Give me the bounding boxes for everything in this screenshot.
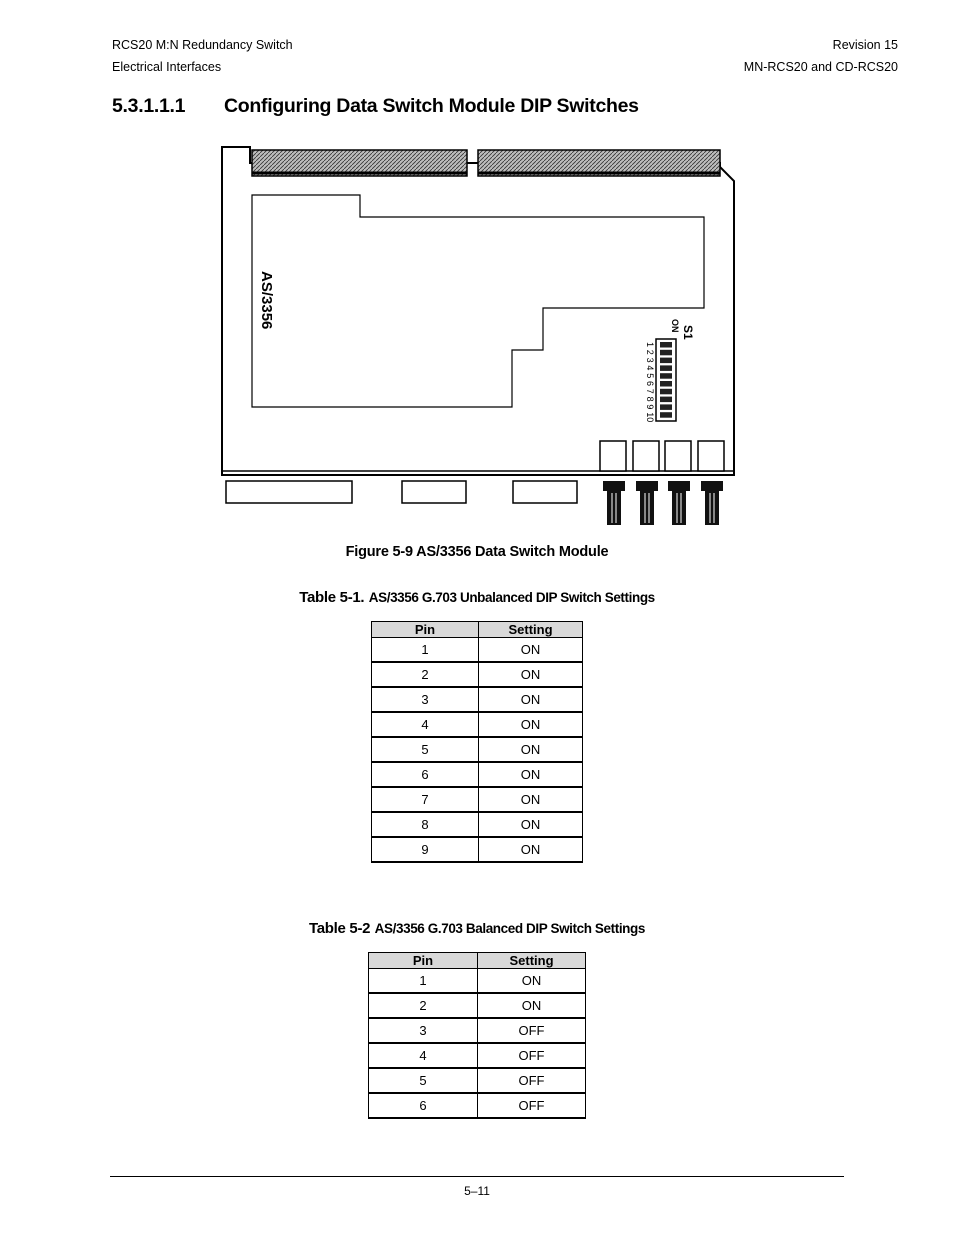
bnc-plugs: [603, 481, 723, 525]
table2-header-setting: Setting: [478, 953, 586, 969]
table-row: [369, 1093, 586, 1118]
table1-header-setting: Setting: [479, 622, 583, 638]
table1-title: AS/3356 G.703 Unbalanced DIP Switch Settings: [368, 590, 655, 605]
pin-cell: 9: [372, 837, 479, 862]
setting-cell: ON: [479, 687, 583, 712]
dip-lever: [660, 358, 672, 364]
table2-caption: [0, 920, 954, 938]
table-row: [372, 662, 583, 687]
table-row: [372, 837, 583, 862]
setting-cell: ON: [479, 638, 583, 663]
setting-cell: ON: [478, 969, 586, 994]
pin-cell: 8: [372, 812, 479, 837]
dip-number: 8: [645, 396, 655, 402]
table1-header-pin: Pin: [372, 622, 479, 638]
table-row: [369, 1043, 586, 1068]
table2-label: Table 5-2: [309, 920, 371, 937]
table-row: [372, 687, 583, 712]
pin-cell: 3: [372, 687, 479, 712]
table-row: [372, 812, 583, 837]
dip-lever: [660, 381, 672, 387]
pin-cell: 4: [372, 712, 479, 737]
bnc-sockets: [600, 441, 724, 471]
pin-cell: 6: [369, 1093, 478, 1118]
header-doc-number: MN-RCS20 and CD-RCS20: [743, 60, 898, 74]
setting-cell: ON: [479, 812, 583, 837]
table-row: [372, 737, 583, 762]
table-row: [372, 712, 583, 737]
footer-divider: [110, 1176, 844, 1177]
pin-cell: 7: [372, 787, 479, 812]
dip-lever: [660, 389, 672, 395]
setting-cell: ON: [478, 993, 586, 1018]
dip-lever: [660, 342, 672, 348]
setting-cell: ON: [479, 837, 583, 862]
as3356-board-figure: [220, 145, 736, 530]
dip-number: 5: [645, 373, 655, 379]
dip-number: 7: [645, 388, 655, 394]
dip-lever: [660, 397, 672, 403]
dip-lever: [660, 412, 672, 418]
setting-cell: OFF: [478, 1043, 586, 1068]
section-number: 5.3.1.1.1: [112, 95, 186, 117]
header-chapter: Electrical Interfaces: [112, 60, 222, 74]
setting-cell: ON: [479, 787, 583, 812]
pin-cell: 2: [372, 662, 479, 687]
table-row: [372, 762, 583, 787]
table-row: [369, 993, 586, 1018]
setting-cell: OFF: [478, 1093, 586, 1118]
table-row: [369, 969, 586, 994]
d-connectors: [226, 481, 577, 503]
setting-cell: ON: [479, 662, 583, 687]
table1-unbalanced-dip-settings: [371, 621, 583, 863]
dip-lever: [660, 350, 672, 356]
table-row: [372, 787, 583, 812]
section-heading: [112, 95, 639, 118]
setting-cell: OFF: [478, 1068, 586, 1093]
pin-cell: 3: [369, 1018, 478, 1043]
board-outline: [222, 147, 734, 475]
dip-switch-s1: [645, 339, 676, 422]
pin-cell: 5: [369, 1068, 478, 1093]
dip-lever: [660, 373, 672, 379]
on-label: ON: [670, 319, 680, 333]
table2-title: AS/3356 G.703 Balanced DIP Switch Settings: [374, 921, 645, 936]
setting-cell: ON: [479, 737, 583, 762]
table1-caption: [0, 589, 954, 607]
table-row: [369, 1068, 586, 1093]
dip-lever: [660, 365, 672, 371]
dip-lever: [660, 404, 672, 410]
dip-number: 1: [645, 342, 655, 348]
pin-cell: 5: [372, 737, 479, 762]
dip-number: 4: [645, 365, 655, 371]
pin-cell: 6: [372, 762, 479, 787]
component-area: [252, 195, 704, 410]
dip-number: 6: [645, 381, 655, 387]
table1-label: Table 5-1.: [299, 589, 365, 606]
table-row: [369, 1018, 586, 1043]
setting-cell: ON: [479, 762, 583, 787]
dip-number: 3: [645, 357, 655, 363]
setting-cell: OFF: [478, 1018, 586, 1043]
dip-number: 9: [645, 404, 655, 410]
table2-header-pin: Pin: [369, 953, 478, 969]
pin-cell: 1: [369, 969, 478, 994]
pin-cell: 2: [369, 993, 478, 1018]
pin-cell: 4: [369, 1043, 478, 1068]
page-number: 5–11: [464, 1184, 490, 1198]
switch-label: S1: [681, 325, 695, 340]
header-doc-title: RCS20 M:N Redundancy Switch: [112, 38, 293, 52]
dip-number: 10: [645, 412, 655, 423]
header-revision: Revision 15: [832, 38, 898, 52]
board-label: AS/3356: [258, 271, 275, 330]
setting-cell: ON: [479, 712, 583, 737]
table2-balanced-dip-settings: [368, 952, 586, 1119]
dip-number: 2: [645, 349, 655, 355]
section-title: Configuring Data Switch Module DIP Switches: [224, 95, 639, 117]
table-row: [372, 638, 583, 663]
figure-caption: Figure 5-9 AS/3356 Data Switch Module: [345, 544, 609, 560]
pin-cell: 1: [372, 638, 479, 663]
